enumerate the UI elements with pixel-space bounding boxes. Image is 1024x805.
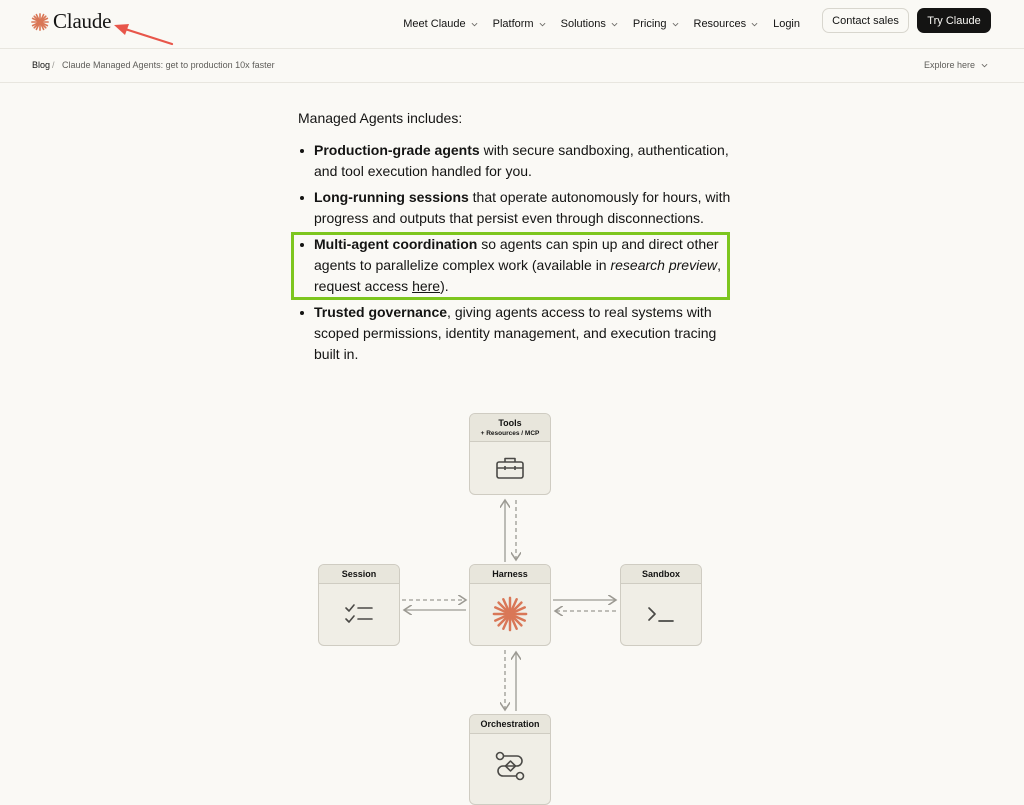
list-item bbox=[314, 234, 734, 297]
nav-links bbox=[388, 0, 800, 48]
explore-dropdown[interactable] bbox=[924, 60, 988, 70]
bullet-text: , giving agents access to real systems with scoped permissions, identity management, and execution tracing built in. bbox=[314, 304, 717, 362]
breadcrumb-separator: / bbox=[52, 60, 55, 70]
list-intro: Managed Agents includes: bbox=[298, 110, 463, 126]
nav-resources[interactable] bbox=[694, 18, 759, 30]
nav-label: Resources bbox=[693, 18, 747, 30]
bullet-italic: research preview bbox=[610, 257, 718, 273]
bullet-dot bbox=[300, 149, 304, 153]
nav-label: Login bbox=[773, 18, 800, 30]
breadcrumb-current: Claude Managed Agents: get to production 10x faster bbox=[62, 60, 275, 70]
chevron-down-icon bbox=[471, 21, 478, 28]
orchestration-node bbox=[469, 714, 551, 805]
nav-pricing[interactable] bbox=[633, 18, 679, 30]
harness-node bbox=[469, 564, 551, 646]
tools-node bbox=[469, 413, 551, 495]
tools-header bbox=[470, 414, 550, 442]
toolbox-icon bbox=[470, 442, 550, 494]
top-nav bbox=[0, 0, 1024, 49]
bullet-dot bbox=[300, 311, 304, 315]
orchestration-header: Orchestration bbox=[470, 715, 550, 734]
bullet-bold: Production-grade agents bbox=[314, 142, 480, 158]
nav-label: Pricing bbox=[632, 18, 667, 30]
sandbox-node bbox=[620, 564, 702, 646]
nav-label: Meet Claude bbox=[403, 18, 466, 30]
contact-sales-button[interactable]: Contact sales bbox=[822, 8, 909, 33]
chevron-down-icon bbox=[981, 62, 988, 69]
explore-label: Explore here bbox=[923, 60, 975, 70]
chevron-down-icon bbox=[672, 21, 679, 28]
tools-subtitle: + Resources / MCP bbox=[480, 430, 540, 437]
list-item bbox=[314, 187, 734, 229]
bullet-dot bbox=[300, 243, 304, 247]
chevron-down-icon bbox=[611, 21, 618, 28]
list-item bbox=[314, 302, 734, 365]
tools-title: Tools bbox=[498, 418, 522, 428]
nav-login[interactable] bbox=[773, 18, 800, 30]
chevron-down-icon bbox=[751, 21, 758, 28]
bullet-bold: Long-running sessions bbox=[314, 189, 469, 205]
checklist-icon bbox=[319, 583, 399, 645]
session-node bbox=[318, 564, 400, 646]
architecture-diagram bbox=[300, 400, 720, 805]
bullet-text: with secure sandboxing, authentication, and tool execution handled for you. bbox=[314, 142, 729, 179]
nav-solutions[interactable] bbox=[561, 18, 618, 30]
bullet-text: , request access bbox=[314, 257, 721, 294]
claude-spark-icon bbox=[470, 583, 550, 645]
bullet-text: ). bbox=[440, 278, 449, 294]
claude-spark-icon bbox=[31, 13, 49, 31]
bullet-bold: Trusted governance bbox=[314, 304, 448, 320]
chevron-down-icon bbox=[539, 21, 546, 28]
request-access-link[interactable]: here bbox=[412, 278, 441, 294]
bullet-bold: Multi-agent coordination bbox=[314, 236, 478, 252]
sandbox-header: Sandbox bbox=[621, 565, 701, 584]
nav-label: Solutions bbox=[560, 18, 606, 30]
annotation-arrow bbox=[112, 22, 176, 48]
harness-header: Harness bbox=[470, 565, 550, 584]
nav-platform[interactable] bbox=[493, 18, 546, 30]
bullet-dot bbox=[300, 196, 304, 200]
brand-name: Claude bbox=[53, 9, 112, 33]
try-claude-button[interactable]: Try Claude bbox=[917, 8, 991, 33]
bullet-text: that operate autonomously for hours, with progress and outputs that persist even through disconnections. bbox=[314, 189, 731, 226]
list-item bbox=[314, 140, 734, 182]
breadcrumb bbox=[0, 49, 1024, 83]
nav-meet-claude[interactable] bbox=[403, 18, 477, 30]
workflow-icon bbox=[470, 733, 550, 795]
terminal-icon bbox=[621, 583, 701, 645]
breadcrumb-blog-link[interactable]: Blog bbox=[32, 60, 51, 70]
session-header: Session bbox=[319, 565, 399, 584]
claude-logo[interactable] bbox=[31, 9, 111, 34]
nav-label: Platform bbox=[492, 18, 534, 30]
bullet-text: so agents can spin up and direct other agents to parallelize complex work (available in bbox=[314, 236, 719, 273]
